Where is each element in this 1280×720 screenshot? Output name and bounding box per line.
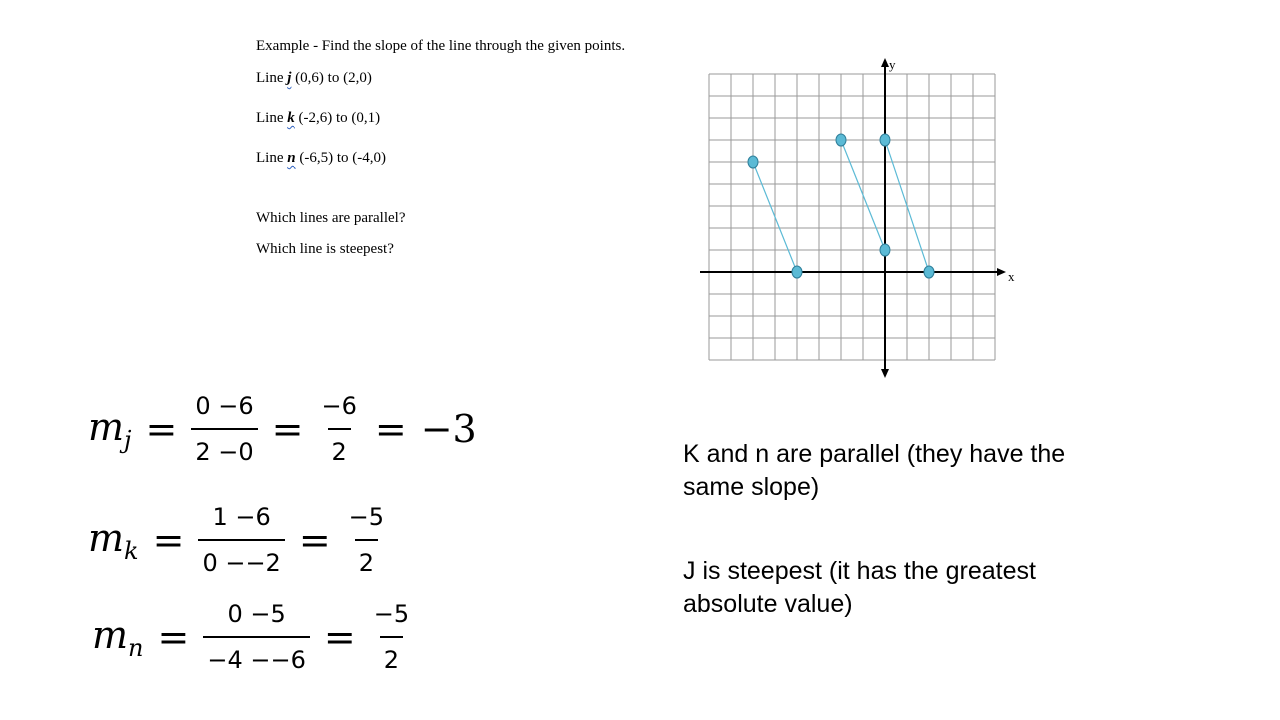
slope-symbol: $m_k$ <box>88 515 139 565</box>
line-n-name: n <box>287 150 296 166</box>
axes <box>700 57 1015 378</box>
x-axis-label: x <box>1008 269 1015 284</box>
point-j-start <box>880 134 890 146</box>
answer-steepest: J is steepest (it has the greatest absolute value) <box>683 557 1036 618</box>
point-j-end <box>924 266 934 278</box>
fraction: $\frac{-5}{2}$ <box>373 600 410 674</box>
line-n-text: Line n (-6,5) to (-4,0) <box>256 150 386 166</box>
point-n-end <box>792 266 802 278</box>
line-j-name: j <box>287 70 292 86</box>
y-axis-arrow-top <box>881 58 889 67</box>
fraction: $\frac{1 -6}{0 --2}$ <box>198 503 284 577</box>
slope-symbol: $m_n$ <box>92 612 144 662</box>
fraction: $\frac{0 -6}{2 -0}$ <box>191 392 257 466</box>
line-j-text: Line j (0,6) to (2,0) <box>256 70 372 86</box>
equals-sign: = <box>271 407 304 451</box>
coordinate-graph <box>690 52 1030 387</box>
equation-mj <box>88 392 477 466</box>
equals-sign: = <box>374 407 407 451</box>
line-k-name: k <box>287 110 295 126</box>
line-k-text: Line k (-2,6) to (0,1) <box>256 110 381 126</box>
equals-sign: = <box>145 407 178 451</box>
y-axis-label: y <box>889 57 896 72</box>
fraction: $\frac{-6}{2}$ <box>321 392 357 466</box>
equals-sign: = <box>152 518 185 562</box>
y-axis-arrow-bottom <box>881 369 889 378</box>
fraction: $\frac{-5}{2}$ <box>348 503 385 577</box>
equals-sign: = <box>323 615 356 659</box>
answer-parallel: K and n are parallel (they have the same slope) <box>683 440 1066 501</box>
point-n-start <box>748 156 758 168</box>
grid <box>709 74 995 360</box>
fraction: $\frac{0 -5}{-4 --6}$ <box>203 600 310 674</box>
point-k-start <box>836 134 846 146</box>
question-steepest: Which line is steepest? <box>256 241 394 257</box>
result-value: −3 <box>420 407 477 451</box>
equals-sign: = <box>298 518 331 562</box>
slope-symbol: $m_j$ <box>88 404 132 454</box>
equals-sign: = <box>157 615 190 659</box>
equation-mk <box>88 503 388 577</box>
equation-mn <box>92 600 413 674</box>
x-axis-arrow <box>997 268 1006 276</box>
problem-heading: Example - Find the slope of the line through the given points. <box>256 38 626 54</box>
question-parallel: Which lines are parallel? <box>256 210 406 226</box>
point-k-end <box>880 244 890 256</box>
